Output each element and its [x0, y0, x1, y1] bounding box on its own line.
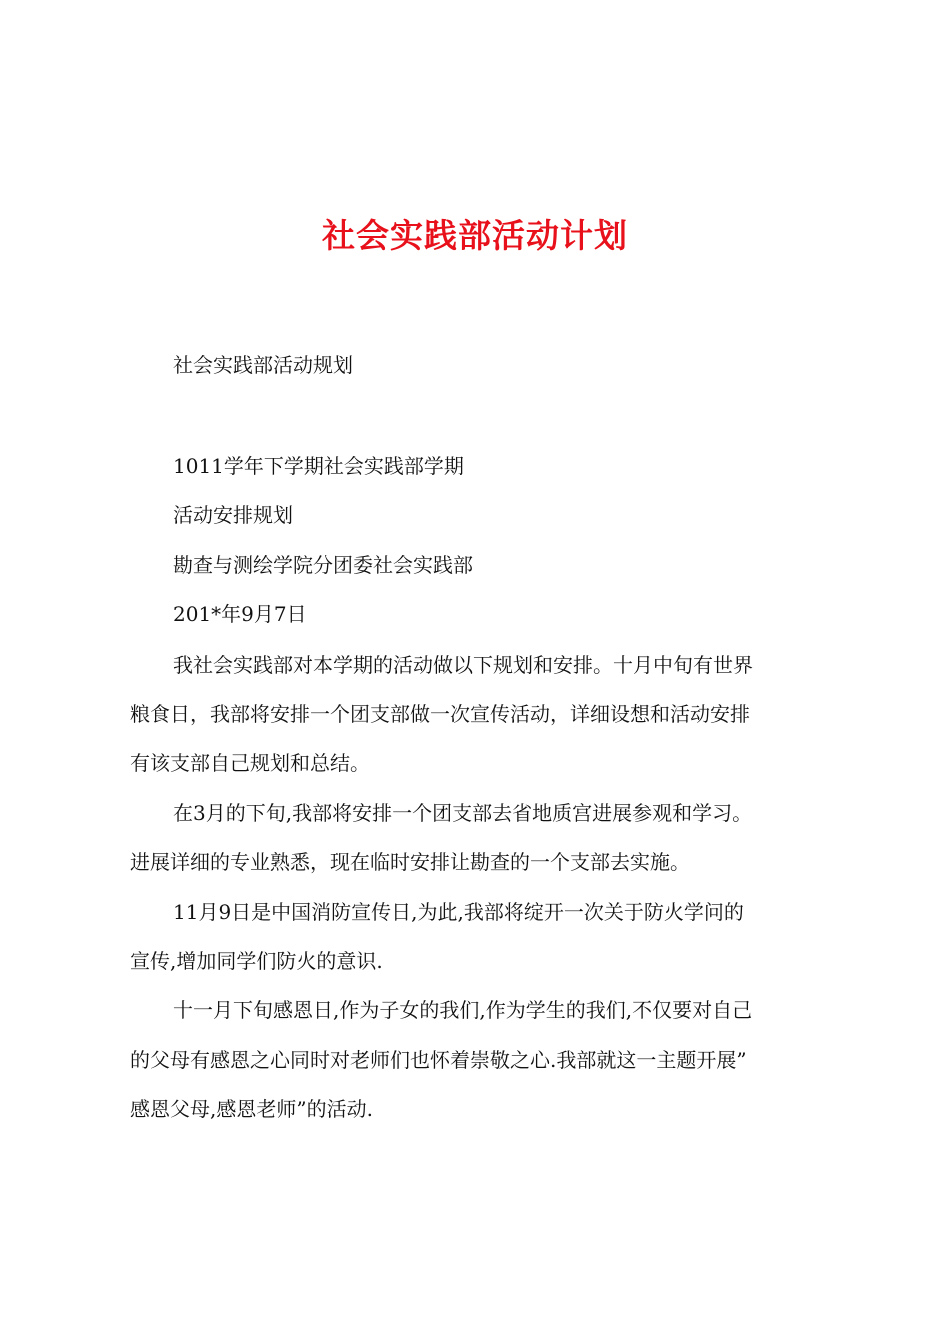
paragraph-line: 有该支部自己规划和总结。 — [130, 751, 370, 775]
paragraph-line: 粮食日，我部将安排一个团支部做一次宣传活动，详细设想和活动安排 — [130, 702, 750, 726]
paragraph-line: 感恩父母,感恩老师”的活动. — [130, 1097, 373, 1121]
header-line-date: 201*年9月7日 — [173, 602, 307, 626]
header-line-plan: 活动安排规划 — [173, 503, 293, 527]
header-line-department: 勘查与测绘学院分团委社会实践部 — [173, 553, 473, 577]
paragraph-line: 在3月的下旬,我部将安排一个团支部去省地质宫进展参观和学习。 — [173, 801, 753, 825]
header-line-term: 1011学年下学期社会实践部学期 — [173, 454, 464, 478]
paragraph-line: 宣传,增加同学们防火的意识. — [130, 949, 383, 973]
paragraph-line: 我社会实践部对本学期的活动做以下规划和安排。十月中旬有世界 — [173, 653, 753, 677]
paragraph-line: 十一月下旬感恩日,作为子女的我们,作为学生的我们,不仅要对自己 — [173, 998, 753, 1022]
document-subtitle: 社会实践部活动规划 — [173, 353, 353, 377]
paragraph-line: 的父母有感恩之心同时对老师们也怀着崇敬之心.我部就这一主题开展” — [130, 1048, 747, 1072]
paragraph-line: 进展详细的专业熟悉，现在临时安排让勘查的一个支部去实施。 — [130, 850, 690, 874]
document-title: 社会实践部活动计划 — [322, 216, 628, 255]
paragraph-line: 11月9日是中国消防宣传日,为此,我部将绽开一次关于防火学问的 — [173, 900, 744, 924]
